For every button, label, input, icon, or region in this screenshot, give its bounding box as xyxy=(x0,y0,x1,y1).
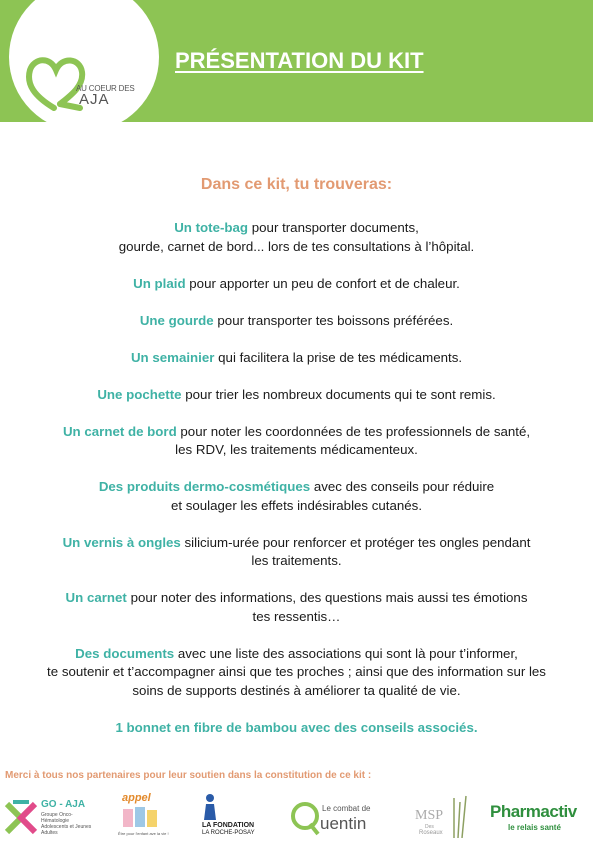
kit-item-highlight: Un semainier xyxy=(130,349,215,365)
kit-item-highlight: Un plaid xyxy=(133,275,186,291)
kit-item-text: pour transporter tes boissons préférées. xyxy=(213,312,454,328)
kit-item-text: pour noter des informations, des questions mais aussi tes émotions xyxy=(126,590,528,605)
kit-item-line2: gourde, carnet de bord... lors de tes consultations à l’hôpital. xyxy=(118,238,475,254)
kit-item xyxy=(0,219,593,256)
kit-item-line3: soins de supports destinés à améliorer ta qualité de vie. xyxy=(132,682,461,698)
kit-item xyxy=(0,275,593,294)
kit-item-text: qui facilitera la prise de tes médicaments. xyxy=(214,349,463,365)
fondation-line1: LA FONDATION xyxy=(202,822,255,829)
kit-item xyxy=(0,423,593,460)
kit-item-line2: te soutenir et t’accompagner ainsi que tes proches ; ainsi que des information sur les xyxy=(47,664,546,679)
kit-item-highlight: Un carnet de bord xyxy=(62,423,177,439)
intro-heading: Dans ce kit, tu trouveras: xyxy=(200,176,393,193)
logo-text-line2: AJA xyxy=(79,91,110,108)
appel-figures-icon xyxy=(121,805,161,829)
msp-line1: MSP xyxy=(415,808,444,823)
quentin-line1: Le combat de xyxy=(322,804,371,813)
fondation-line2: LA ROCHE-POSAY xyxy=(202,830,255,836)
kit-item-line2: les RDV, les traitements médicamenteux. xyxy=(175,442,418,457)
quentin-line2: uentin xyxy=(320,814,367,833)
appel-tagline: Être pour l'enfant ave la vie ! xyxy=(118,831,169,836)
pharmactiv-tagline: le relais santé xyxy=(508,823,561,832)
logo-text-line1: AU COEUR DES xyxy=(76,84,135,93)
pharmactiv-name: Pharmactiv xyxy=(490,802,577,821)
kit-item-highlight: Des produits dermo-cosmétiques xyxy=(98,479,311,494)
kit-item xyxy=(0,478,593,515)
kit-item-text: pour transporter documents, xyxy=(248,220,419,235)
kit-item-highlight: Un carnet xyxy=(65,590,127,605)
kit-item-documents xyxy=(0,645,593,701)
kit-item-text: silicium-urée pour renforcer et protéger tes ongles pendant xyxy=(180,534,531,550)
kit-item-highlight: Une gourde xyxy=(139,312,214,328)
kit-item-highlight: Un tote-bag xyxy=(174,220,249,235)
partner-fondation-logo xyxy=(200,792,262,842)
msp-line2: Des xyxy=(425,824,434,830)
kit-item xyxy=(0,312,593,331)
partner-go-aja-logo xyxy=(3,796,108,840)
kit-item-text: avec une liste des associations qui sont là pour t’informer, xyxy=(174,645,518,661)
kit-item-text: pour noter les coordonnées de tes professionnels de santé, xyxy=(176,423,531,439)
kit-item xyxy=(0,349,593,368)
kit-item-line2: tes ressentis… xyxy=(252,608,341,624)
kit-item-highlight: Des documents xyxy=(75,645,175,661)
fondation-icon xyxy=(202,792,222,822)
partners-thanks: Merci à tous nos partenaires pour leur soutien dans la constitution de ce kit : xyxy=(5,770,372,781)
kit-item xyxy=(0,534,593,571)
go-aja-subtitle: Groupe Onco-Hématologie Adolescents et Jeunes Adultes xyxy=(41,812,92,836)
go-aja-icon xyxy=(3,798,39,838)
partner-appel-logo xyxy=(118,792,169,840)
kit-item-line2: et soulager les effets indésirables cutanés. xyxy=(170,497,423,513)
kit-item-text: pour trier les nombreux documents qui te sont remis. xyxy=(181,386,496,402)
reeds-icon xyxy=(448,794,468,838)
kit-item-final: 1 bonnet en fibre de bambou avec des conseils associés. xyxy=(115,719,478,735)
partner-msp-logo xyxy=(412,794,468,842)
kit-item-highlight: Un vernis à ongles xyxy=(62,534,181,550)
appel-name: appel xyxy=(122,792,151,804)
kit-items-list xyxy=(0,219,593,756)
kit-item-line2: les traitements. xyxy=(251,553,342,568)
kit-item-text: pour apporter un peu de confort et de chaleur. xyxy=(185,275,460,291)
kit-item-highlight: Une pochette xyxy=(97,386,182,402)
msp-line3: Roseaux xyxy=(419,830,443,836)
kit-item-text: avec des conseils pour réduire xyxy=(310,479,495,494)
partner-pharmactiv-logo xyxy=(488,802,590,838)
kit-item xyxy=(0,386,593,405)
go-aja-name: GO - AJA xyxy=(41,799,86,810)
partner-quentin-logo xyxy=(290,794,390,842)
page-title: PRÉSENTATION DU KIT xyxy=(175,48,424,73)
kit-item xyxy=(0,589,593,626)
quentin-q-icon xyxy=(290,796,320,838)
